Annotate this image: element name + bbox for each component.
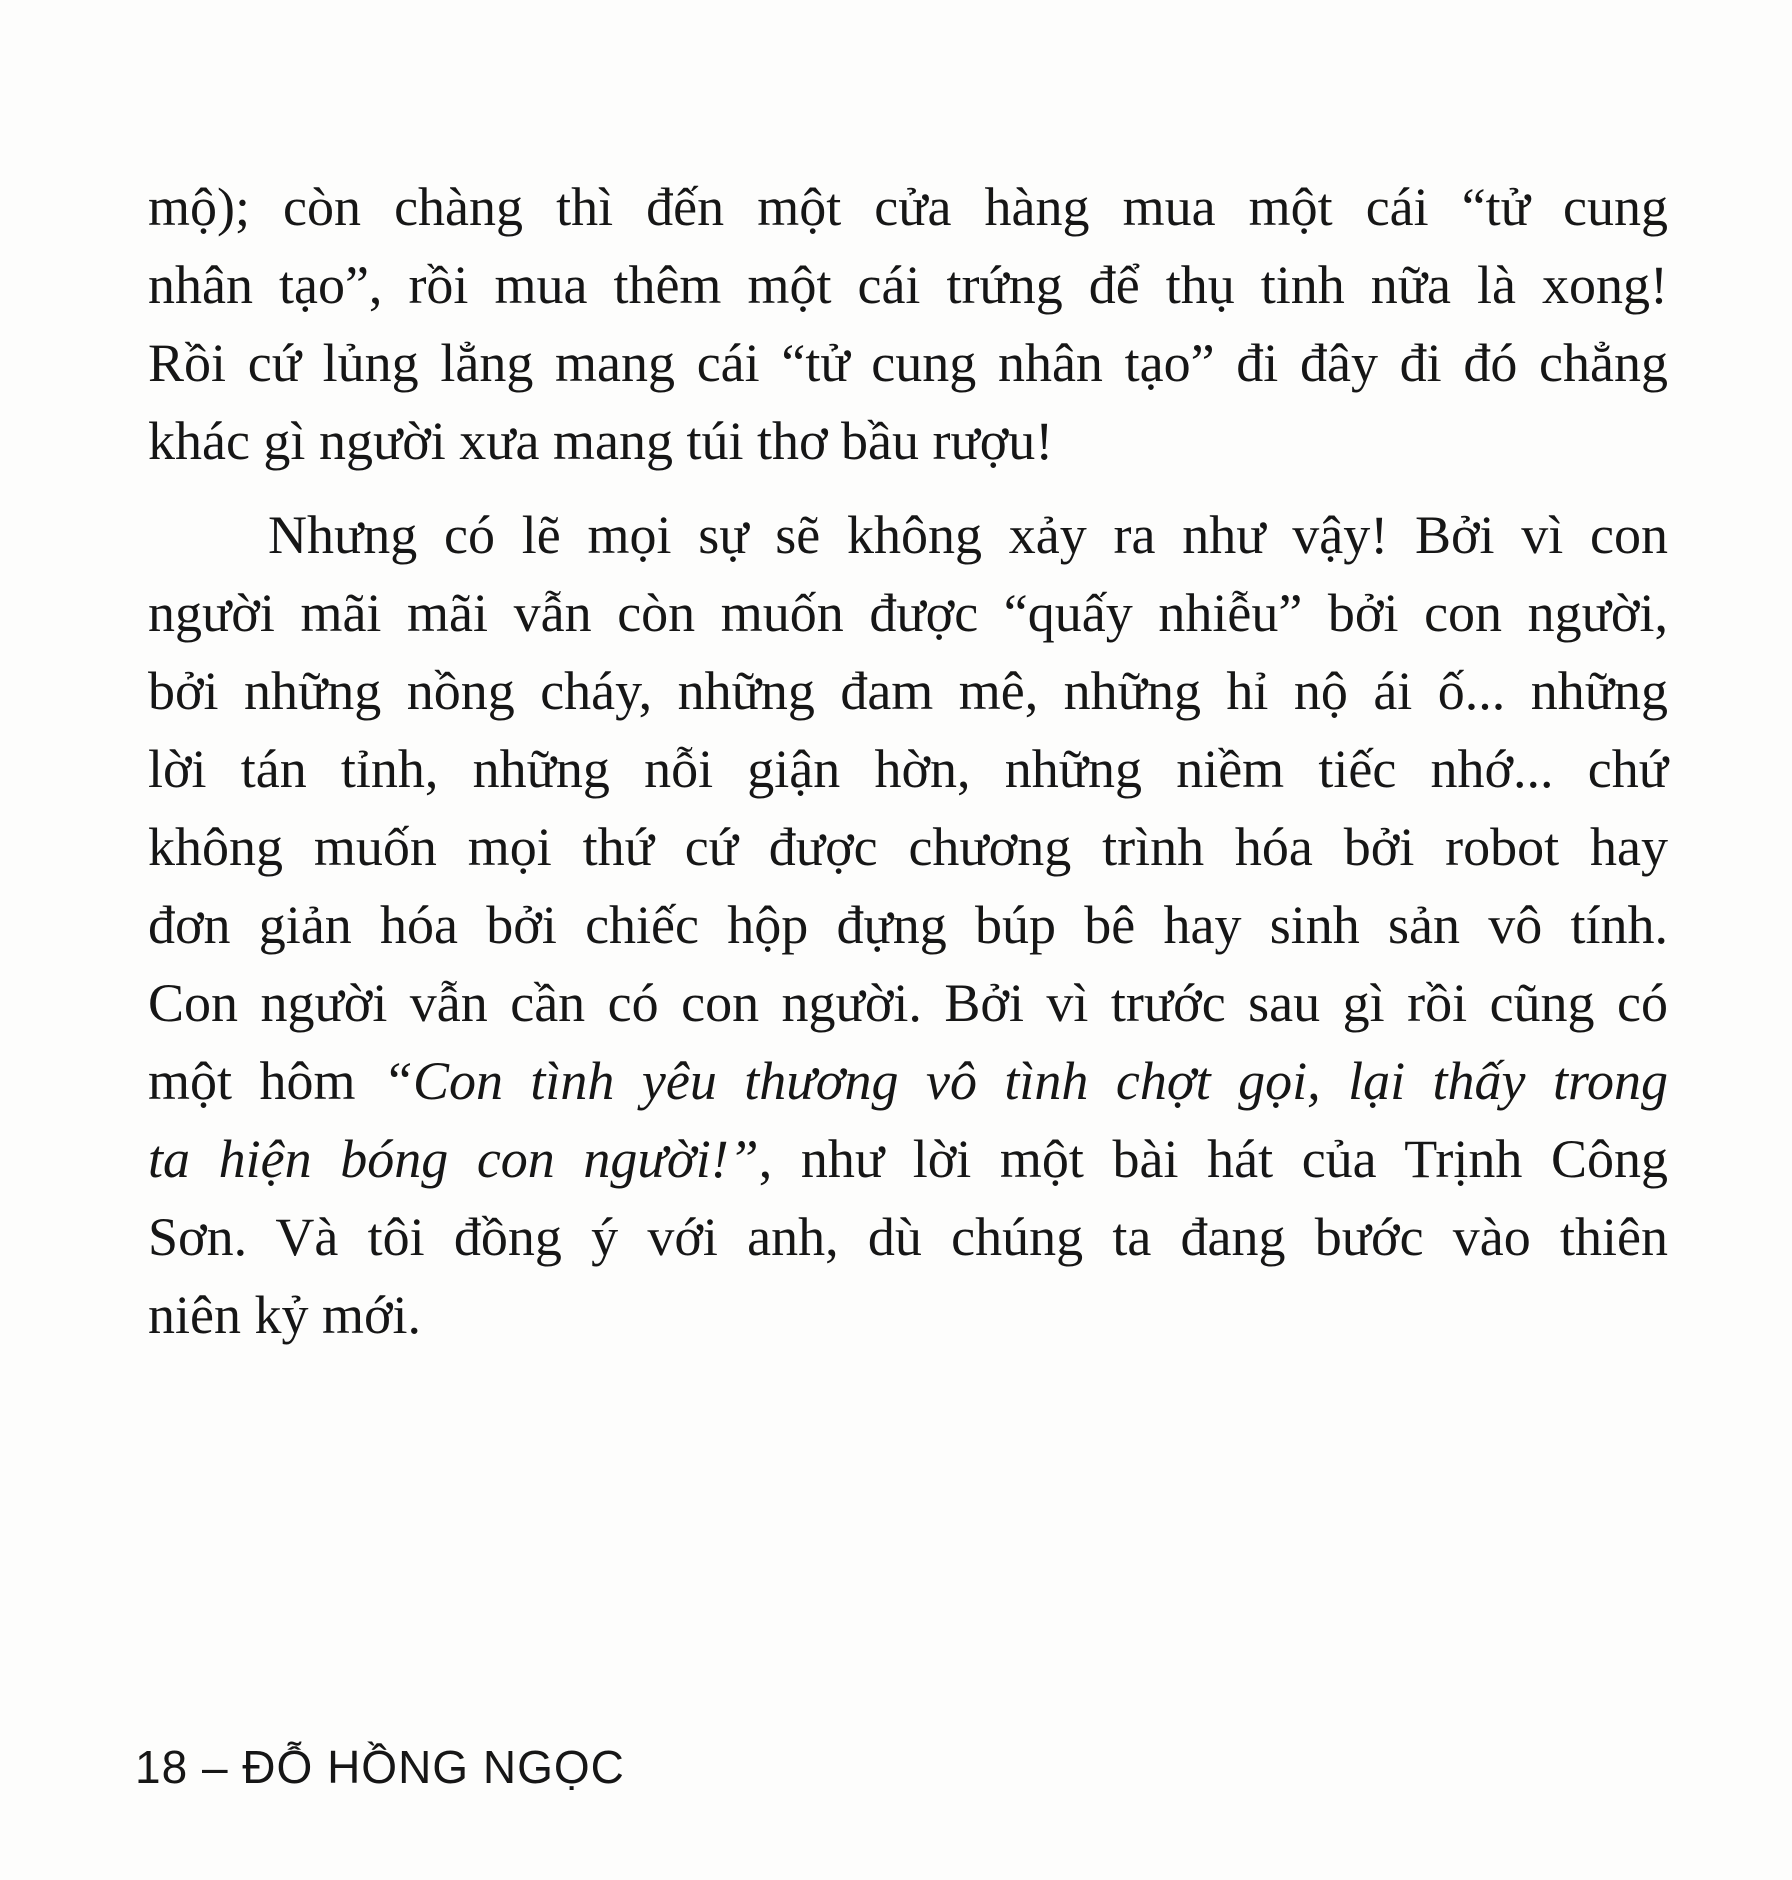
paragraph-gap <box>148 480 1668 496</box>
text-line: bởi những nồng cháy, những đam mê, những hỉ nộ ái ố... những <box>148 661 1668 721</box>
text-line: Sơn. Và tôi đồng ý với anh, dù chúng ta đang bước vào thiên <box>148 1207 1668 1267</box>
text-line <box>148 1042 1668 1120</box>
body-text <box>148 168 1668 1354</box>
song-quote: ta hiện bóng con người!” <box>148 1129 759 1189</box>
text-line: Con người vẫn cần có con người. Bởi vì trước sau gì rồi cũng có <box>148 973 1668 1033</box>
text-line: đơn giản hóa bởi chiếc hộp đựng búp bê hay sinh sản vô tính. <box>148 895 1668 955</box>
text-line: không muốn mọi thứ cứ được chương trình hóa bởi robot hay <box>148 817 1668 877</box>
text-span: một hôm <box>148 1051 383 1111</box>
text-line: lời tán tỉnh, những nỗi giận hờn, những niềm tiếc nhớ... chứ <box>148 739 1668 799</box>
text-line: nhân tạo”, rồi mua thêm một cái trứng để thụ tinh nữa là xong! <box>148 255 1668 315</box>
song-quote: “Con tình yêu thương vô tình chợt gọi, lại thấy trong <box>382 1051 1668 1111</box>
text-line <box>148 1120 1668 1198</box>
text-line: mộ); còn chàng thì đến một cửa hàng mua một cái “tử cung <box>148 177 1668 237</box>
text-span: , như lời một bài hát của Trịnh Công <box>758 1129 1669 1189</box>
text-line: niên kỷ mới. <box>148 1285 422 1345</box>
text-line: khác gì người xưa mang túi thơ bầu rượu! <box>148 411 1054 471</box>
text-line: Rồi cứ lủng lẳng mang cái “tử cung nhân tạo” đi đây đi đó chẳng <box>148 333 1668 393</box>
page-footer: 18 – ĐỖ HỒNG NGỌC <box>135 1741 625 1793</box>
text-line: Nhưng có lẽ mọi sự sẽ không xảy ra như vậy! Bởi vì con <box>268 505 1668 565</box>
text-line: người mãi mãi vẫn còn muốn được “quấy nhiễu” bởi con người, <box>148 583 1668 643</box>
